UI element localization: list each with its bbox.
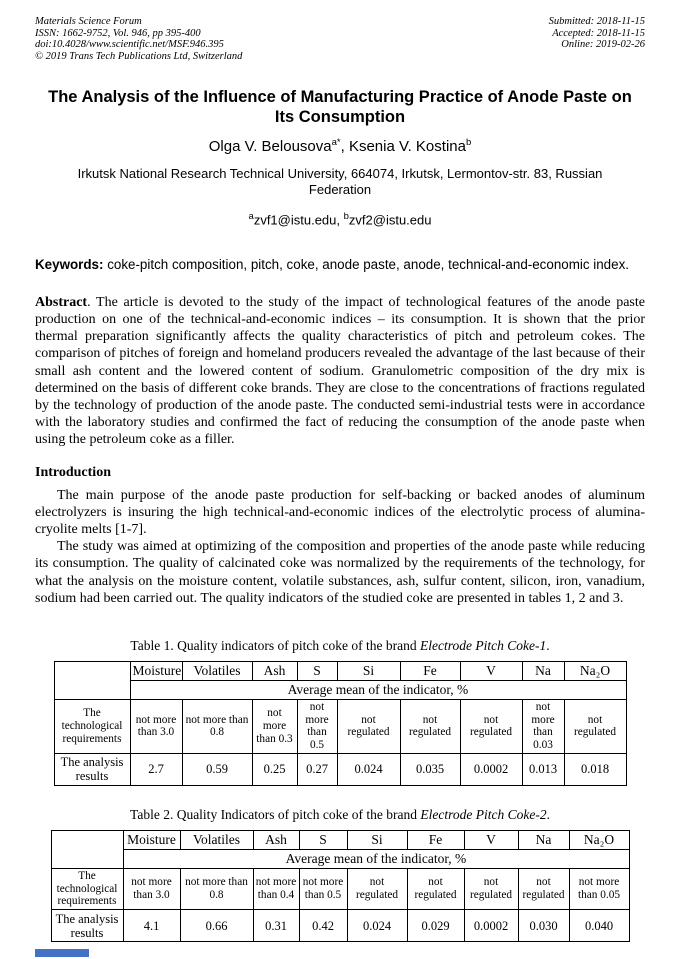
table-subheader: Average mean of the indicator, %: [123, 849, 629, 868]
table-row-label: The analysis results: [51, 910, 123, 942]
table-cell: 2.7: [130, 753, 182, 785]
doi-line: doi:10.4028/www.scientific.net/MSF.946.395: [35, 39, 224, 51]
table-cell: 0.27: [297, 753, 337, 785]
table-cell: 0.029: [407, 910, 464, 942]
table-col-header: V: [464, 830, 518, 849]
email-1: zvf1@istu.edu,: [253, 212, 344, 228]
table-col-header: Na: [518, 830, 569, 849]
table-col-header: Fe: [400, 661, 460, 680]
introduction-paragraph-1: The main purpose of the anode paste production for self-backing or backed anodes of aluminum electrolyzers is insuring the high technical-and-economic indices of the electrolytic process of alumina-cryolite melts [1-7].: [35, 488, 645, 538]
introduction-paragraph-2: The study was aimed at optimizing of the composition and properties of the anode paste while reducing its consumption. The quality of calcinated coke was normalized by the requirements of the technology, for what the analysis on the moisture content, volatile substances, ash, sulfur content, silicon, iron, vanadium, sodium had been carried out. The quality indicators of the studied coke are presented in tables 1, 2 and 3.: [35, 539, 645, 606]
table-cell: not regulated: [347, 868, 407, 909]
table-row-label: The technological requirements: [51, 868, 123, 909]
submitted-date: Submitted: 2018-11-15: [548, 16, 645, 27]
table-col-header: Moisture: [130, 661, 182, 680]
table-cell: 0.66: [180, 910, 253, 942]
table-cell: not more than 0.8: [182, 699, 252, 753]
author-2: Ksenia V. Kostina: [348, 138, 466, 156]
table-cell: 0.0002: [464, 910, 518, 942]
table-subheader: Average mean of the indicator, %: [130, 680, 626, 699]
abstract-text: . The article is devoted to the study of the impact of technological features of the anode paste production on one of the technical-and-economic indices – its consumption. It is shown that the prior thermal preparation significantly affects the quality characteristics of pitch and petroleum cokes. The comparison of pitches of foreign and homeland producers revealed the advantage of the last because of their small ash content and the lowered content of sodium. Granulometric composition of the dry mix is determined on the basis of different coke brands. They are close to the concentrations of fractions regulated by the technology of production of the anode paste. The conducted semi-industrial tests were in accordance with the laboratory studies and confirmed the fact of reducing the consumption of the anode paste when using the petroleum coke as a filler.: [35, 295, 645, 447]
table-cell: not more than 3.0: [123, 868, 180, 909]
table-cell: not more than 0.8: [180, 868, 253, 909]
table-cell: not regulated: [400, 699, 460, 753]
table-cell: 0.013: [522, 753, 564, 785]
table-cell: 0.040: [569, 910, 629, 942]
journal-name: Materials Science Forum: [35, 16, 142, 27]
table-2-caption-period: .: [546, 806, 550, 822]
affiliation: Irkutsk National Research Technical University, 664074, Irkutsk, Lermontov-str. 83, Russian Federation: [77, 166, 603, 197]
table-col-header: S: [297, 661, 337, 680]
table-1-caption-brand: Electrode Pitch Coke-1: [420, 637, 547, 653]
table-cell: not more than 0.5: [299, 868, 347, 909]
paper-title: The Analysis of the Influence of Manufacturing Practice of Anode Paste on Its Consumption: [48, 88, 632, 127]
table-cell: not more than 3.0: [130, 699, 182, 753]
table-col-header: S: [299, 830, 347, 849]
table-cell: not regulated: [464, 868, 518, 909]
table-cell: not regulated: [460, 699, 522, 753]
table-cell: 0.59: [182, 753, 252, 785]
table-cell: 0.030: [518, 910, 569, 942]
table-col-header: Moisture: [123, 830, 180, 849]
table-col-header: Si: [337, 661, 400, 680]
table-row-label: The technological requirements: [54, 699, 130, 753]
table-cell: not regulated: [407, 868, 464, 909]
author-line: [35, 137, 645, 155]
table-cell: not regulated: [564, 699, 626, 753]
accepted-date: Accepted: 2018-11-15: [552, 27, 645, 39]
footer-accent-bar: [35, 949, 89, 957]
copyright-line: © 2019 Trans Tech Publications Ltd, Switzerland: [35, 50, 243, 62]
table-cell: not more than 0.4: [253, 868, 299, 909]
keywords-line: [35, 257, 645, 274]
table-corner-cell: [54, 661, 130, 699]
table-cell: 0.018: [564, 753, 626, 785]
abstract-label: Abstract: [35, 295, 88, 311]
author-separator: ,: [340, 138, 349, 156]
table-cell: not regulated: [518, 868, 569, 909]
table-corner-cell: [51, 830, 123, 868]
table-cell: 0.035: [400, 753, 460, 785]
table-cell: 0.024: [347, 910, 407, 942]
table-col-header: Fe: [407, 830, 464, 849]
introduction-heading: Introduction: [35, 465, 111, 481]
email-1-superscript: a: [248, 211, 254, 223]
abstract: [35, 294, 645, 448]
table-cell: not more than 0.05: [569, 868, 629, 909]
keywords-label: Keywords:: [35, 256, 104, 272]
table-col-header: Na: [522, 661, 564, 680]
table-col-header: Volatiles: [182, 661, 252, 680]
table-cell: 0.0002: [460, 753, 522, 785]
table-2-caption: [35, 807, 645, 823]
table-col-header: Na₂O: [569, 830, 629, 849]
table-cell: not more than 0.3: [252, 699, 297, 753]
journal-header-left: [35, 16, 242, 62]
journal-header: [35, 16, 645, 62]
table-cell: not more than 0.5: [297, 699, 337, 753]
table-2-caption-text: Table 2. Quality Indicators of pitch coke of the brand: [130, 806, 421, 822]
table-cell: 0.42: [299, 910, 347, 942]
table-2: [51, 830, 630, 942]
table-col-header: V: [460, 661, 522, 680]
table-cell: 0.024: [337, 753, 400, 785]
table-1-caption: [35, 638, 645, 654]
table-1-caption-text: Table 1. Quality indicators of pitch coke of the brand: [130, 637, 420, 653]
author-1-superscript: a*: [331, 137, 341, 149]
email-2-superscript: b: [343, 211, 349, 223]
table-col-header: Volatiles: [180, 830, 253, 849]
keywords-text: coke-pitch composition, pitch, coke, anode paste, anode, technical-and-economic index.: [103, 256, 629, 272]
table-cell: 0.25: [252, 753, 297, 785]
author-2-superscript: b: [465, 137, 472, 149]
table-cell: 0.31: [253, 910, 299, 942]
table-cell: not regulated: [337, 699, 400, 753]
author-1: Olga V. Belousova: [208, 138, 332, 156]
table-1: [54, 661, 627, 786]
email-line: [35, 211, 645, 227]
online-date: Online: 2019-02-26: [561, 39, 645, 51]
table-col-header: Ash: [253, 830, 299, 849]
table-col-header: Ash: [252, 661, 297, 680]
table-cell: not more than 0.03: [522, 699, 564, 753]
issn-volume-line: ISSN: 1662-9752, Vol. 946, pp 395-400: [35, 27, 201, 39]
email-2: zvf2@istu.edu: [348, 212, 432, 228]
table-col-header: Na₂O: [564, 661, 626, 680]
journal-header-right: [549, 16, 645, 62]
table-row-label: The analysis results: [54, 753, 130, 785]
table-cell: 4.1: [123, 910, 180, 942]
table-col-header: Si: [347, 830, 407, 849]
table-2-caption-brand: Electrode Pitch Coke-2: [420, 806, 547, 822]
table-1-caption-period: .: [546, 637, 550, 653]
